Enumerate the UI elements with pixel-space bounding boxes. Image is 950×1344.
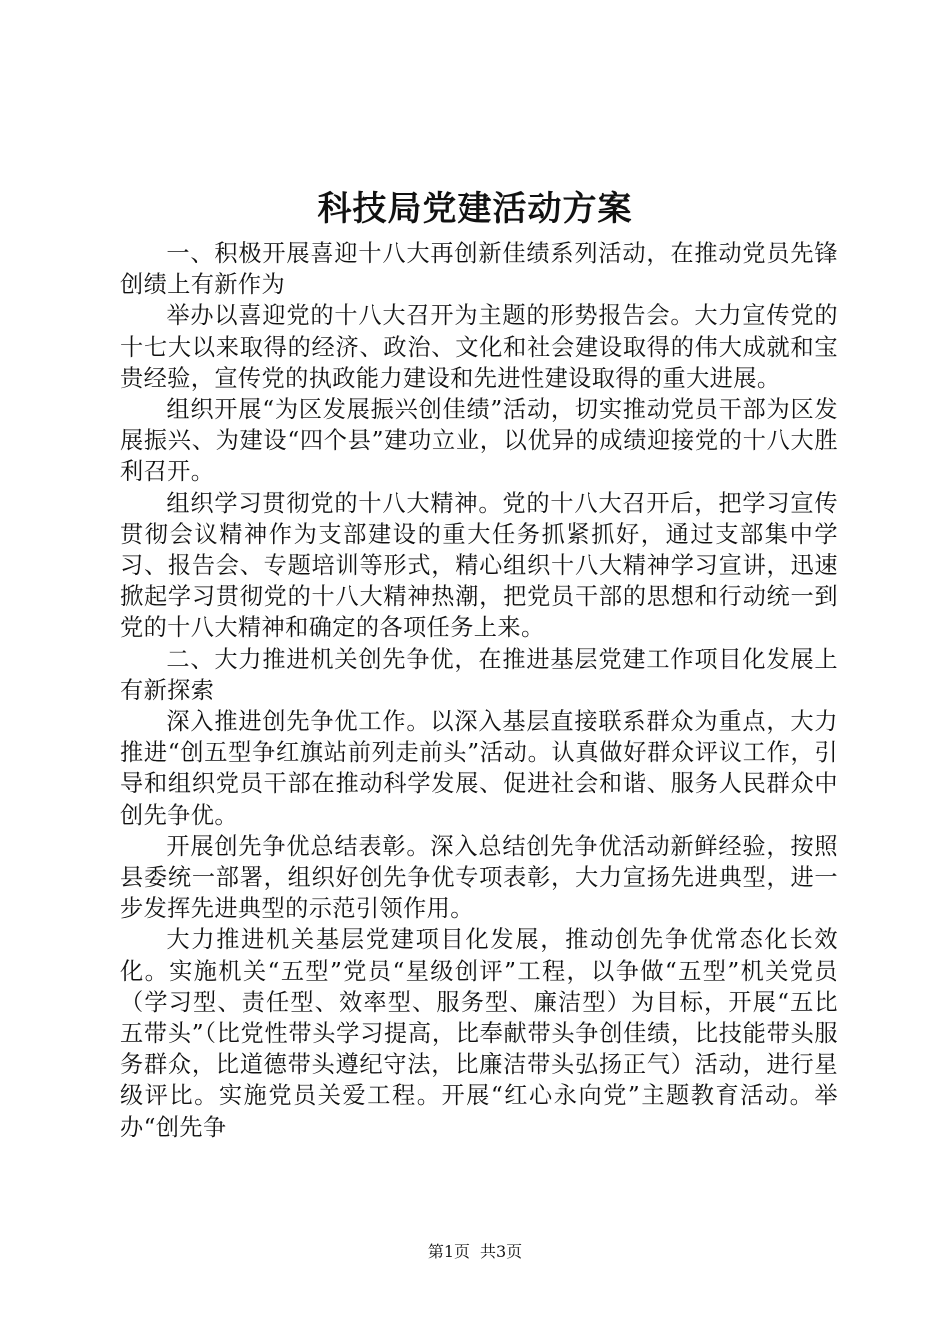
page-number-total: 共3页	[480, 1242, 523, 1261]
paragraph: 组织学习贯彻党的十八大精神。党的十八大召开后，把学习宣传贯彻会议精神作为支部建设的重大任务抓紧抓好，通过支部集中学习、报告会、专题培训等形式，精心组织十八大精神学习宣讲，迅速掀起学习贯彻党的十八大精神热潮，把党员干部的思想和行动统一到党的十八大精神和确定的各项任务上来。	[120, 489, 838, 642]
paragraph-section-two-heading: 二、大力推进机关创先争优，在推进基层党建工作项目化发展上有新探索	[120, 645, 838, 704]
paragraph: 开展创先争优总结表彰。深入总结创先争优活动新鲜经验，按照县委统一部署，组织好创先争优专项表彰，大力宣扬先进典型，进一步发挥先进典型的示范引领作用。	[120, 832, 838, 923]
paragraph: 深入推进创先争优工作。以深入基层直接联系群众为重点，大力推进“创五型争红旗站前列走前头”活动。认真做好群众评议工作，引导和组织党员干部在推动科学发展、促进社会和谐、服务人民群众中创先争优。	[120, 708, 838, 829]
document-body	[120, 238, 838, 1143]
paragraph: 举办以喜迎党的十八大召开为主题的形势报告会。大力宣传党的十七大以来取得的经济、政治、文化和社会建设取得的伟大成就和宝贵经验，宣传党的执政能力建设和先进性建设取得的重大进展。	[120, 302, 838, 392]
document-title: 科技局党建活动方案	[317, 189, 633, 229]
paragraph: 大力推进机关基层党建项目化发展，推动创先争优常态化长效化。实施机关“五型”党员“星级创评”工程，以争做“五型”机关党员（学习型、责任型、效率型、服务型、廉洁型）为目标，开展“五比五带头”（比党性带头学习提高，比奉献带头争创佳绩，比技能带头服务群众，比道德带头遵纪守法，比廉洁带头弘扬正气）活动，进行星级评比。实施党员关爱工程。开展“红心永向党”主题教育活动。举办“创先争	[120, 926, 838, 1141]
page-footer	[0, 1240, 950, 1264]
paragraph: 组织开展“为区发展振兴创佳绩”活动，切实推动党员干部为区发展振兴、为建设“四个县”建功立业，以优异的成绩迎接党的十八大胜利召开。	[120, 396, 838, 486]
paragraph-section-one-heading: 一、积极开展喜迎十八大再创新佳绩系列活动，在推动党员先锋创绩上有新作为	[120, 240, 838, 299]
page-number-current: 第1页	[427, 1242, 470, 1261]
